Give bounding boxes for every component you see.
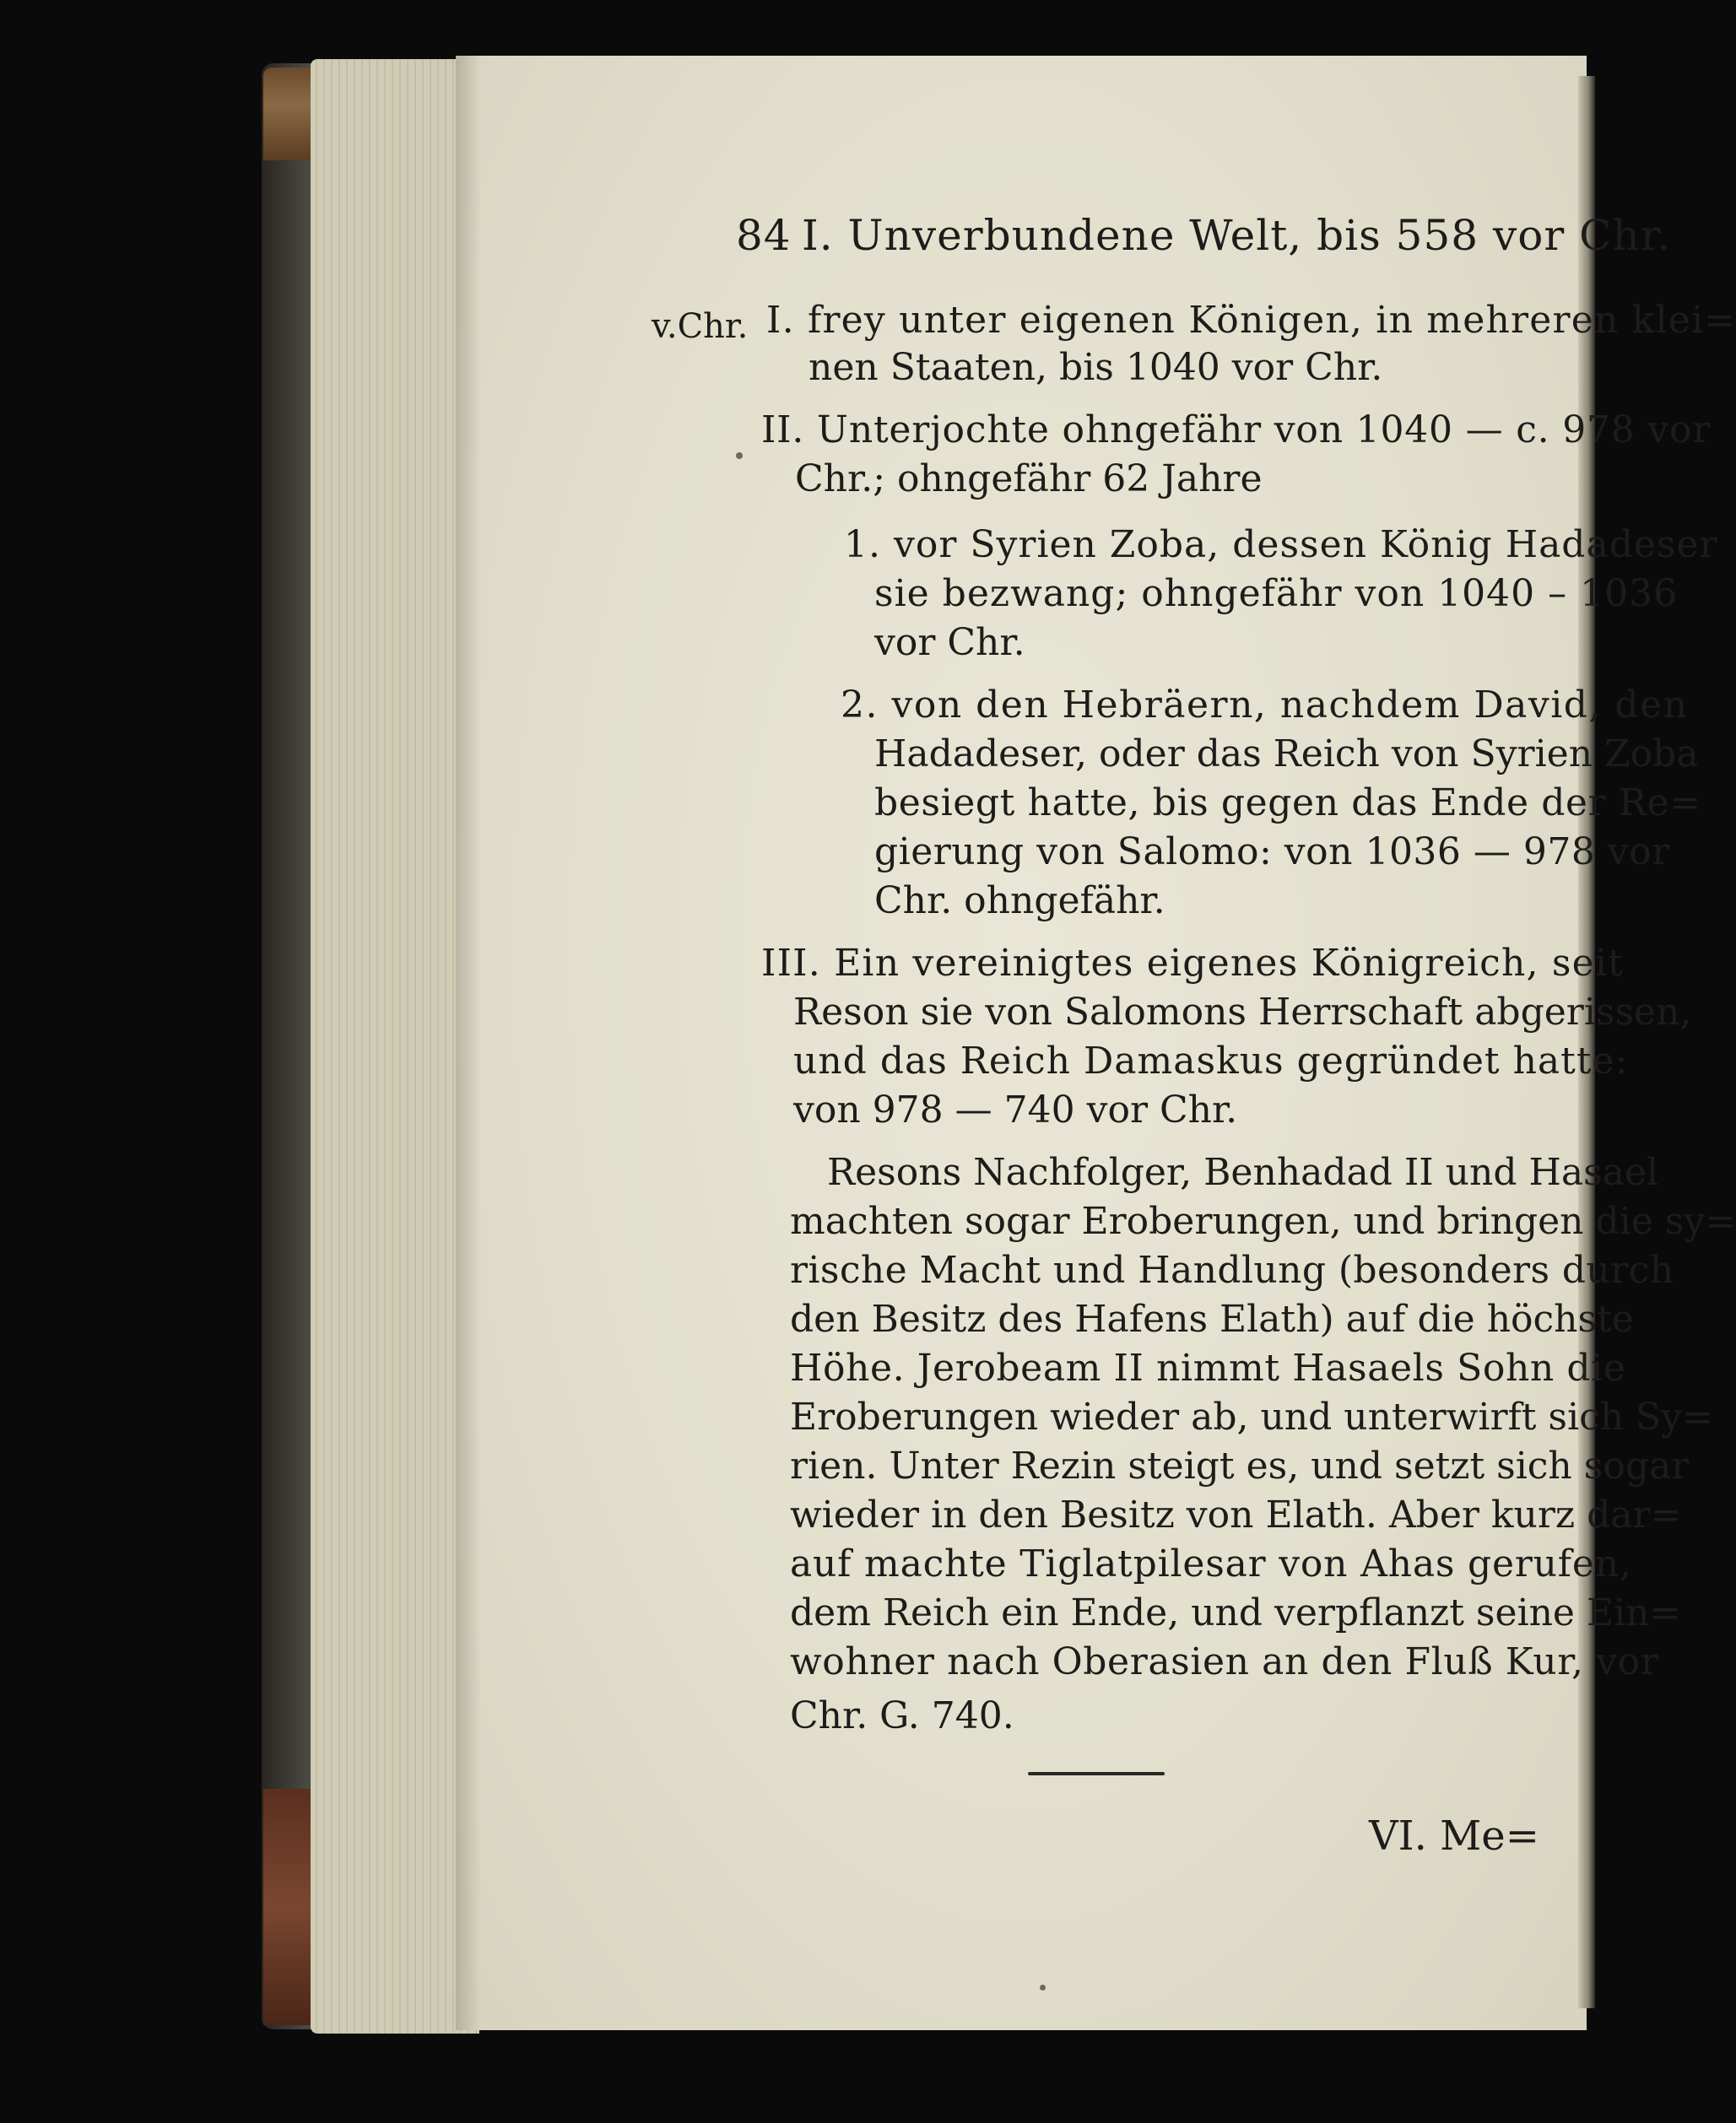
text-line: rische Macht und Handlung (besonders durch <box>790 1249 1674 1292</box>
text-line: besiegt hatte, bis gegen das Ende der Re= <box>874 781 1701 824</box>
text-line: Höhe. Jerobeam II nimmt Hasaels Sohn die <box>790 1347 1626 1390</box>
margin-note: v.Chr. <box>652 307 749 346</box>
text-line: nen Staaten, bis 1040 vor Chr. <box>809 346 1383 389</box>
text-line: von 978 — 740 vor Chr. <box>793 1089 1238 1132</box>
running-title: I. Unverbundene Welt, bis 558 vor Chr. <box>802 211 1671 260</box>
text-line: auf machte Tiglatpilesar von Ahas gerufen, <box>790 1542 1632 1585</box>
text-line: Reson sie von Salomons Herrschaft abgerissen, <box>793 991 1692 1034</box>
paper-speck <box>736 452 743 459</box>
text-line: Chr.; ohngefähr 62 Jahre <box>795 457 1263 500</box>
text-line: gierung von Salomo: von 1036 — 978 vor <box>874 830 1670 873</box>
text-line: sie bezwang; ohngefähr von 1040 – 1036 <box>874 572 1679 615</box>
catchword: VI. Me= <box>1369 1812 1539 1860</box>
text-line: den Besitz des Hafens Elath) auf die höchste <box>790 1298 1634 1341</box>
text-line: wohner nach Oberasien an den Fluß Kur, vor <box>790 1640 1659 1683</box>
text-line: dem Reich ein Ende, und verpflanzt seine Ein= <box>790 1591 1681 1634</box>
text-line: machten sogar Eroberungen, und bringen die sy= <box>790 1200 1736 1243</box>
paper-speck <box>1040 1985 1046 1991</box>
text-line: vor Chr. <box>874 621 1025 664</box>
section-divider <box>1028 1772 1165 1775</box>
page-stack <box>311 59 479 2034</box>
text-line: wieder in den Besitz von Elath. Aber kurz dar= <box>790 1494 1682 1537</box>
text-line: Chr. ohngefähr. <box>874 879 1165 922</box>
text-line: Resons Nachfolger, Benhadad II und Hasael <box>827 1151 1659 1194</box>
text-line: III. Ein vereinigtes eigenes Königreich, seit <box>761 942 1625 985</box>
text-line: rien. Unter Rezin steigt es, und setzt sich sogar <box>790 1445 1690 1488</box>
text-line: 1. vor Syrien Zoba, dessen König Hadadeser <box>844 523 1718 566</box>
text-line: Hadadeser, oder das Reich von Syrien Zoba <box>874 732 1699 775</box>
page-number: 84 <box>736 211 792 260</box>
gutter-shadow <box>456 56 481 2030</box>
text-line: und das Reich Damaskus gegründet hatte: <box>793 1040 1629 1083</box>
text-line: 2. von den Hebräern, nachdem David, den <box>841 683 1689 727</box>
text-line: II. Unterjochte ohngefähr von 1040 — c. 978 vor <box>761 408 1712 451</box>
text-line: Eroberungen wieder ab, und unterwirft sich Sy= <box>790 1396 1713 1439</box>
text-line: I. frey unter eigenen Königen, in mehreren klei= <box>766 299 1736 342</box>
text-line: Chr. G. 740. <box>790 1694 1014 1737</box>
